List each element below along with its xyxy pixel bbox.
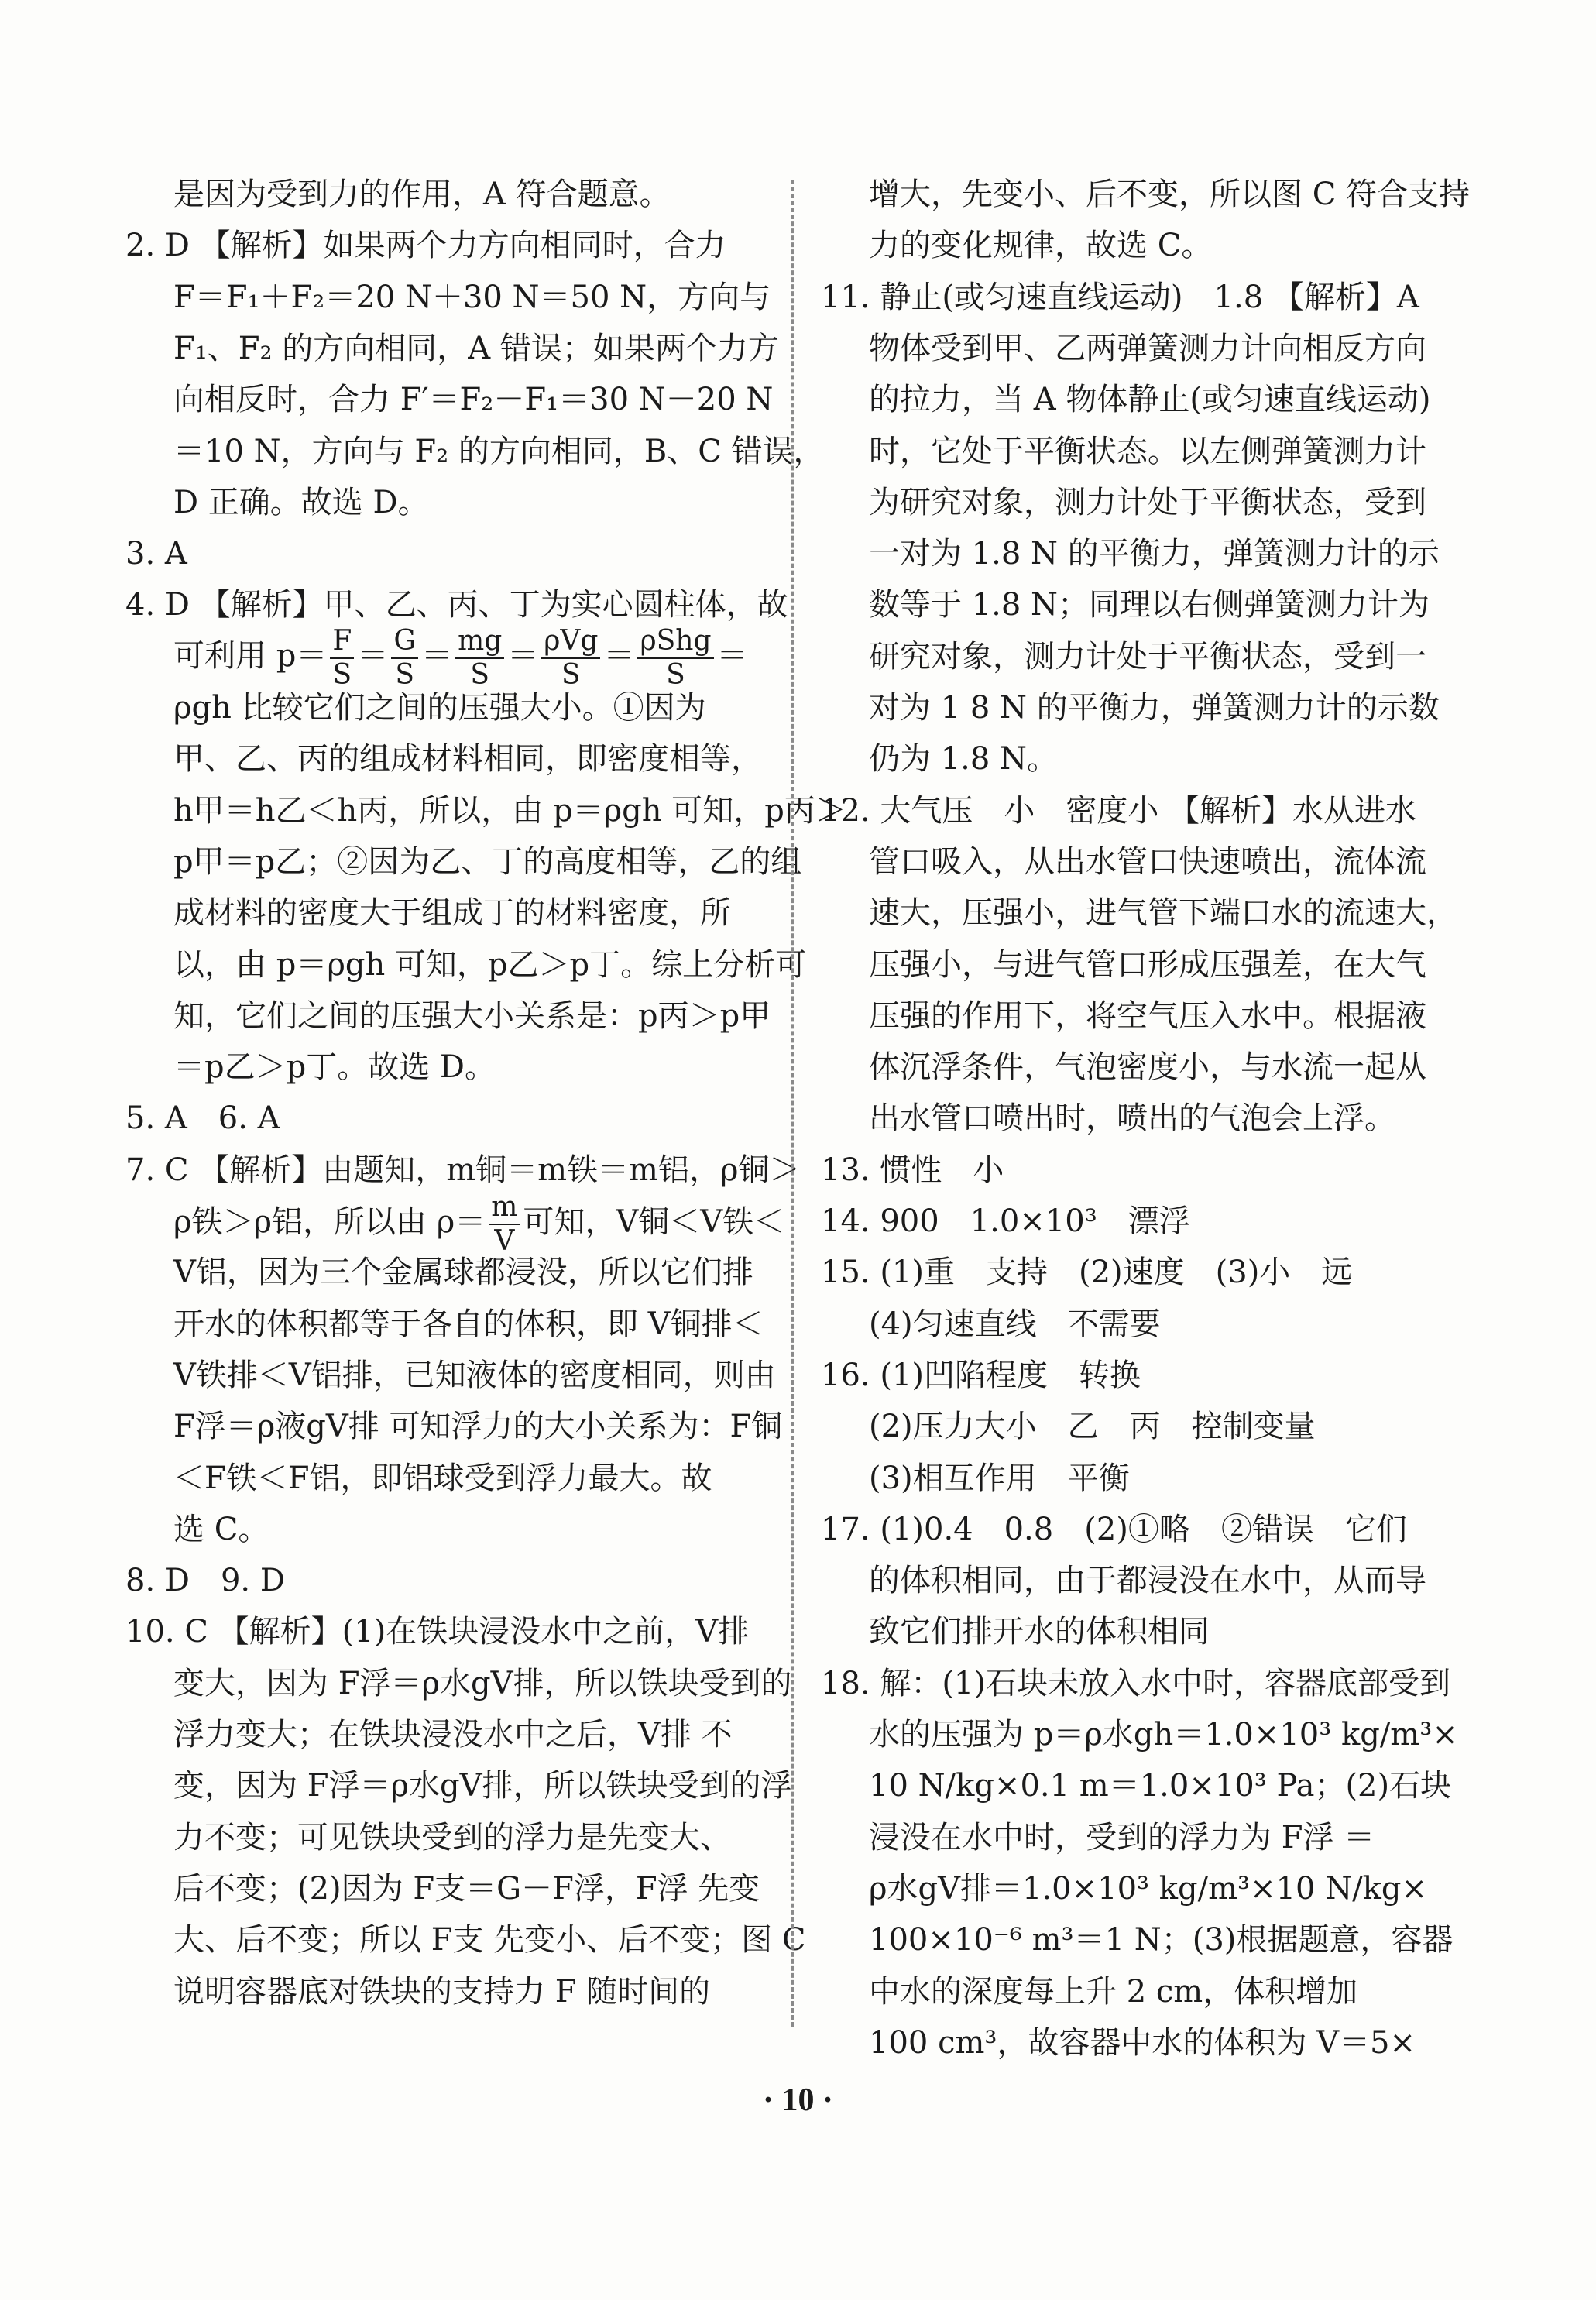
left-text-line: V铁排＜V铝排，已知液体的密度相同，则由 — [173, 1358, 776, 1393]
right-text-line: 100×10⁻⁶ m³＝1 N；(3)根据题意，容器 — [869, 1922, 1454, 1958]
right-text-line: (3)相互作用 平衡 — [869, 1461, 1130, 1496]
right-text-line: 14. 900 1.0×10³ 漂浮 — [821, 1203, 1190, 1239]
left-text-line: 选 C。 — [173, 1512, 269, 1547]
left-text-line: F₁、F₂ 的方向相同，A 错误；如果两个力方 — [173, 331, 779, 366]
right-text-line: (4)匀速直线 不需要 — [869, 1306, 1161, 1342]
frac-denominator: S — [395, 659, 415, 691]
left-text-line: ρgh 比较它们之间的压强大小。①因为 — [173, 690, 706, 726]
left-text-line: F＝F₁＋F₂＝20 N＋30 N＝50 N，方向与 — [173, 280, 771, 315]
right-text-line: 13. 惯性 小 — [821, 1152, 1004, 1188]
formula-prefix: ρ铁＞ρ铝，所以由 ρ＝ — [173, 1204, 486, 1240]
right-text-line: 时，它处于平衡状态。以左侧弹簧测力计 — [869, 434, 1426, 469]
left-text-line: ＜F铁＜F铝，即铝球受到浮力最大。故 — [173, 1461, 712, 1496]
right-text-line: 17. (1)0.4 0.8 (2)①略 ②错误 它们 — [821, 1512, 1407, 1547]
column-divider — [791, 180, 794, 2027]
left-text-line: F浮＝ρ液gV排 可知浮力的大小关系为：F铜 — [173, 1409, 783, 1444]
left-text-line: 浮力变大；在铁块浸没水中之后，V排 不 — [173, 1717, 733, 1752]
right-text-line: 压强的作用下，将空气压入水中。根据液 — [869, 998, 1426, 1034]
left-text-line: ＝p乙＞p丁。故选 D。 — [173, 1049, 496, 1085]
frac-numerator: G — [391, 625, 418, 659]
formula-line-density — [125, 1191, 785, 1257]
right-text-line: 对为 1 8 N 的平衡力，弹簧测力计的示数 — [869, 690, 1440, 726]
right-text-line: 水的压强为 p＝ρ水gh＝1.0×10³ kg/m³× — [869, 1717, 1458, 1752]
left-text-line: 7. C 【解析】由题知，m铜＝m铁＝m铝，ρ铜＞ — [125, 1152, 801, 1188]
left-text-line: 大、后不变；所以 F支 先变小、后不变；图 C — [173, 1922, 806, 1958]
right-text-line: 一对为 1.8 N 的平衡力，弹簧测力计的示 — [869, 536, 1440, 572]
equals-sign: ＝ — [603, 638, 635, 674]
right-text-line: 致它们排开水的体积相同 — [869, 1614, 1210, 1649]
frac-numerator: F — [330, 625, 354, 659]
right-text-line: 15. (1)重 支持 (2)速度 (3)小 远 — [821, 1255, 1353, 1290]
left-text-line: 2. D 【解析】如果两个力方向相同时，合力 — [125, 228, 726, 263]
equals-sign: ＝ — [507, 638, 539, 674]
left-text-line: p甲＝p乙；②因为乙、丁的高度相等，乙的组 — [173, 844, 802, 880]
right-text-line: (2)压力大小 乙 丙 控制变量 — [869, 1409, 1316, 1444]
left-text-line: 是因为受到力的作用，A 符合题意。 — [173, 177, 671, 212]
right-text-line: 增大，先变小、后不变，所以图 C 符合支持 — [869, 177, 1471, 212]
left-text-line: ＝10 N，方向与 F₂ 的方向相同，B、C 错误， — [173, 434, 825, 469]
left-text-line: 变大，因为 F浮＝ρ水gV排，所以铁块受到的 — [173, 1666, 792, 1701]
right-text-line: 数等于 1.8 N；同理以右侧弹簧测力计为 — [869, 587, 1430, 623]
left-text-line: 变，因为 F浮＝ρ水gV排，所以铁块受到的浮 — [173, 1768, 792, 1804]
right-text-line: 速大，压强小，进气管下端口水的流速大， — [869, 895, 1457, 931]
left-text-line: 甲、乙、丙的组成材料相同，即密度相等， — [173, 741, 762, 777]
right-text-line: 11. 静止(或匀速直线运动) 1.8 【解析】A — [821, 280, 1419, 315]
left-text-line: 说明容器底对铁块的支持力 F 随时间的 — [173, 1974, 711, 2010]
right-text-line: 研究对象，测力计处于平衡状态，受到一 — [869, 639, 1426, 675]
left-text-line: 开水的体积都等于各自的体积，即 V铜排＜ — [173, 1306, 764, 1342]
formula-suffix: 可知，V铜＜V铁＜ — [523, 1204, 785, 1240]
left-text-line: h甲＝h乙＜h丙，所以，由 p＝ρgh 可知，p丙＞ — [173, 793, 846, 829]
left-text-line: 后不变；(2)因为 F支＝G－F浮，F浮 先变 — [173, 1871, 760, 1907]
left-text-line: 4. D 【解析】甲、乙、丙、丁为实心圆柱体，故 — [125, 587, 788, 623]
left-text-line: 成材料的密度大于组成丁的材料密度，所 — [173, 895, 731, 931]
left-text-line: 向相反时，合力 F′＝F₂－F₁＝30 N－20 N — [173, 382, 774, 417]
left-text-line: 以，由 p＝ρgh 可知，p乙＞p丁。综上分析可 — [173, 947, 807, 983]
right-text-line: 16. (1)凹陷程度 转换 — [821, 1358, 1141, 1393]
equals-sign: ＝ — [716, 638, 748, 674]
right-text-line: 12. 大气压 小 密度小 【解析】水从进水 — [821, 793, 1417, 829]
left-text-line: 3. A — [125, 536, 187, 572]
left-text-line: 10. C 【解析】(1)在铁块浸没水中之前，V排 — [125, 1614, 750, 1649]
left-text-line: 8. D 9. D — [125, 1563, 285, 1598]
right-text-line: 的体积相同，由于都浸没在水中，从而导 — [869, 1563, 1426, 1598]
frac-numerator: m — [489, 1191, 520, 1225]
frac-denominator: V — [494, 1225, 515, 1257]
equals-sign: ＝ — [357, 638, 389, 674]
left-text-line: 5. A 6. A — [125, 1100, 280, 1136]
right-text-line: 体沉浮条件，气泡密度小，与水流一起从 — [869, 1049, 1426, 1085]
left-text-line: D 正确。故选 D。 — [173, 485, 429, 520]
equals-sign: ＝ — [421, 638, 453, 674]
right-text-line: 压强小，与进气管口形成压强差，在大气 — [869, 947, 1426, 983]
right-text-line: 为研究对象，测力计处于平衡状态，受到 — [869, 485, 1426, 520]
frac-numerator: ρShg — [637, 625, 713, 659]
right-text-line: 18. 解：(1)石块未放入水中时，容器底部受到 — [821, 1666, 1450, 1701]
right-text-line: 出水管口喷出时，喷出的气泡会上浮。 — [869, 1100, 1395, 1136]
formula-prefix: 可利用 p＝ — [173, 638, 328, 674]
right-text-line: 物体受到甲、乙两弹簧测力计向相反方向 — [869, 331, 1426, 366]
frac-numerator: ρVg — [541, 625, 600, 659]
page-number: · 10 · — [762, 2082, 833, 2118]
frac-denominator: S — [561, 659, 581, 691]
right-text-line: ρ水gV排＝1.0×10³ kg/m³×10 N/kg× — [869, 1871, 1428, 1907]
right-text-line: 浸没在水中时，受到的浮力为 F浮 ＝ — [869, 1820, 1375, 1855]
right-text-line: 中水的深度每上升 2 cm，体积增加 — [869, 1974, 1358, 2010]
right-text-line: 100 cm³，故容器中水的体积为 V＝5× — [869, 2025, 1416, 2061]
left-text-line: V铝，因为三个金属球都浸没，所以它们排 — [173, 1255, 753, 1290]
frac-denominator: S — [332, 659, 352, 691]
right-text-line: 仍为 1.8 N。 — [869, 741, 1059, 777]
left-text-line: 知，它们之间的压强大小关系是：p丙＞p甲 — [173, 998, 771, 1034]
right-text-line: 的拉力，当 A 物体静止(或匀速直线运动) — [869, 382, 1431, 417]
frac-numerator: mg — [455, 625, 504, 659]
right-text-line: 10 N/kg×0.1 m＝1.0×10³ Pa；(2)石块 — [869, 1768, 1452, 1804]
frac-denominator: S — [470, 659, 489, 691]
right-text-line: 管口吸入，从出水管口快速喷出，流体流 — [869, 844, 1426, 880]
left-text-line: 力不变；可见铁块受到的浮力是先变大、 — [173, 1820, 731, 1855]
formula-line-pressure — [125, 625, 748, 691]
frac-denominator: S — [666, 659, 685, 691]
right-text-line: 力的变化规律，故选 C。 — [869, 228, 1213, 263]
